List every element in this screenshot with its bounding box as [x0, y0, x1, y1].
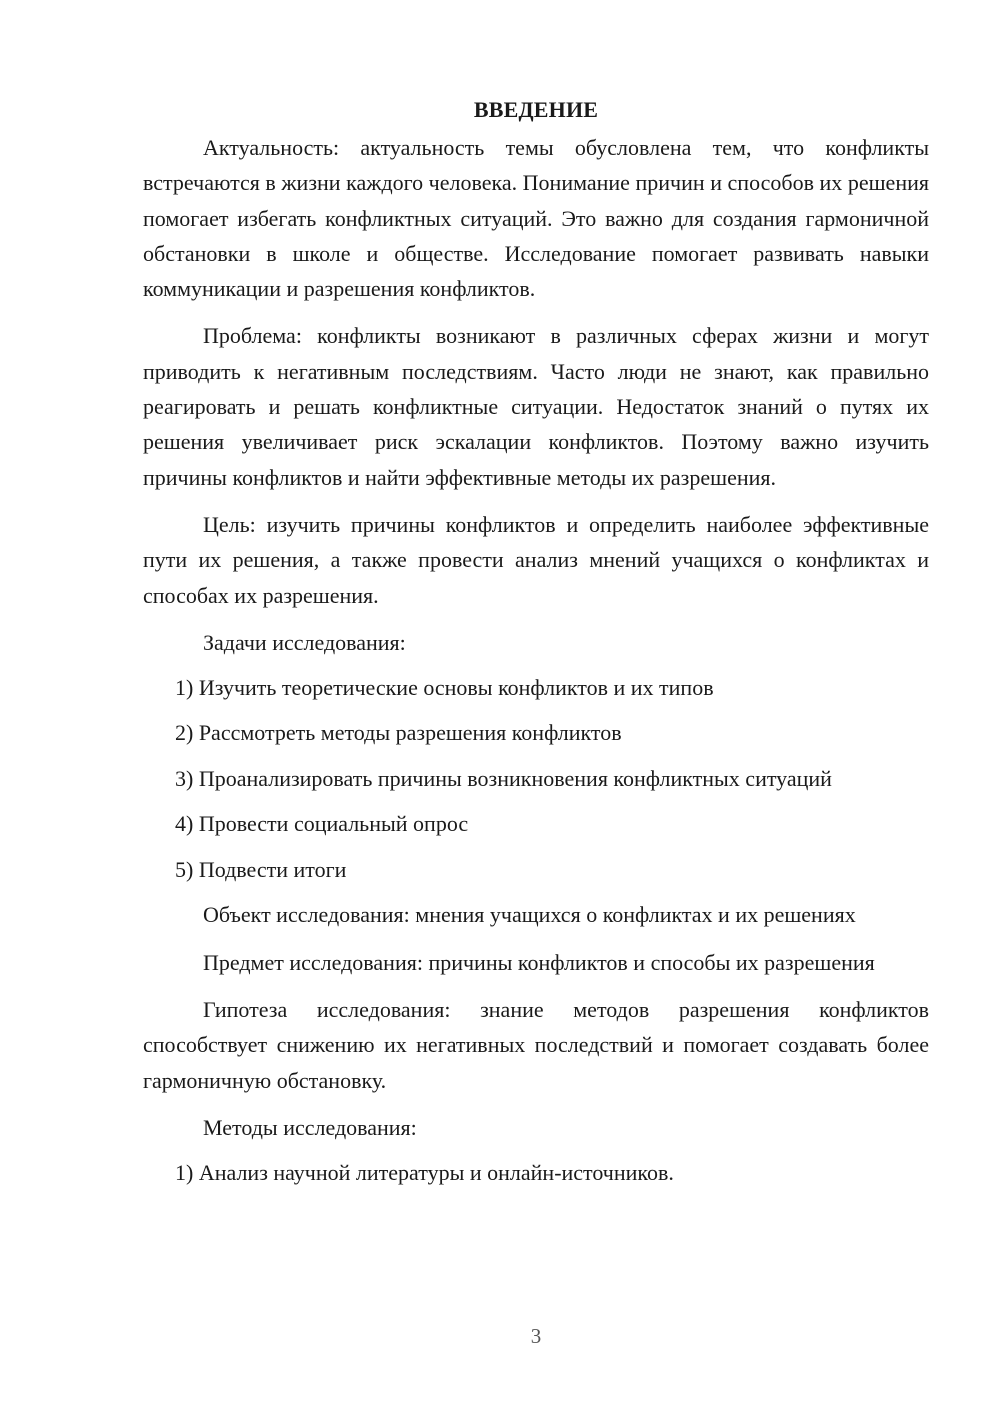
page-title: ВВЕДЕНИЕ: [473, 97, 599, 122]
list-item: 3) Проанализировать причины возникновения конфликтных ситуаций: [175, 765, 832, 791]
relevance-paragraph: Актуальность: актуальность темы обусловлена тем, что конфликты встречаются в жизни каждого человека. Понимание причин и способов их решения помогает избегать конфликтных ситуаций. Это важно для создания гармоничной обстановки в школе и обществе. Исследование помогает развивать навыки коммуникации и разрешения конфликтов.: [143, 135, 929, 302]
object-paragraph: Объект исследования: мнения учащихся о конфликтах и их решениях: [203, 902, 856, 928]
list-item: 4) Провести социальный опрос: [175, 811, 469, 837]
methods-list: [143, 1155, 929, 1190]
document-page: [143, 92, 929, 1200]
page-number: 3: [530, 1324, 542, 1348]
subject-paragraph: Предмет исследования: причины конфликтов и способы их разрешения: [203, 949, 875, 975]
hypothesis-paragraph: Гипотеза исследования: знание методов разрешения конфликтов способствует снижению их негативных последствий и помогает создавать более гармоничную обстановку.: [143, 996, 929, 1093]
problem-paragraph: Проблема: конфликты возникают в различных сферах жизни и могут приводить к негативным последствиям. Часто люди не знают, как правильно реагировать и решать конфликтные ситуации. Недостаток знаний о путях их решения увеличивает риск эскалации конфликтов. Поэтому важно изучить причины конфликтов и найти эффективные методы их разрешения.: [143, 323, 929, 490]
methods-heading: Методы исследования:: [203, 1114, 417, 1140]
goal-paragraph: Цель: изучить причины конфликтов и определить наиболее эффективные пути их решения, а также провести анализ мнений учащихся о конфликтах и способах их разрешения.: [143, 511, 929, 608]
tasks-list: [143, 670, 929, 887]
tasks-heading: Задачи исследования:: [203, 629, 406, 655]
list-item: 5) Подвести итоги: [175, 856, 347, 882]
list-item: 1) Изучить теоретические основы конфликтов и их типов: [175, 674, 714, 700]
list-item: 2) Рассмотреть методы разрешения конфликтов: [175, 720, 622, 746]
list-item: 1) Анализ научной литературы и онлайн-источников.: [175, 1159, 674, 1185]
